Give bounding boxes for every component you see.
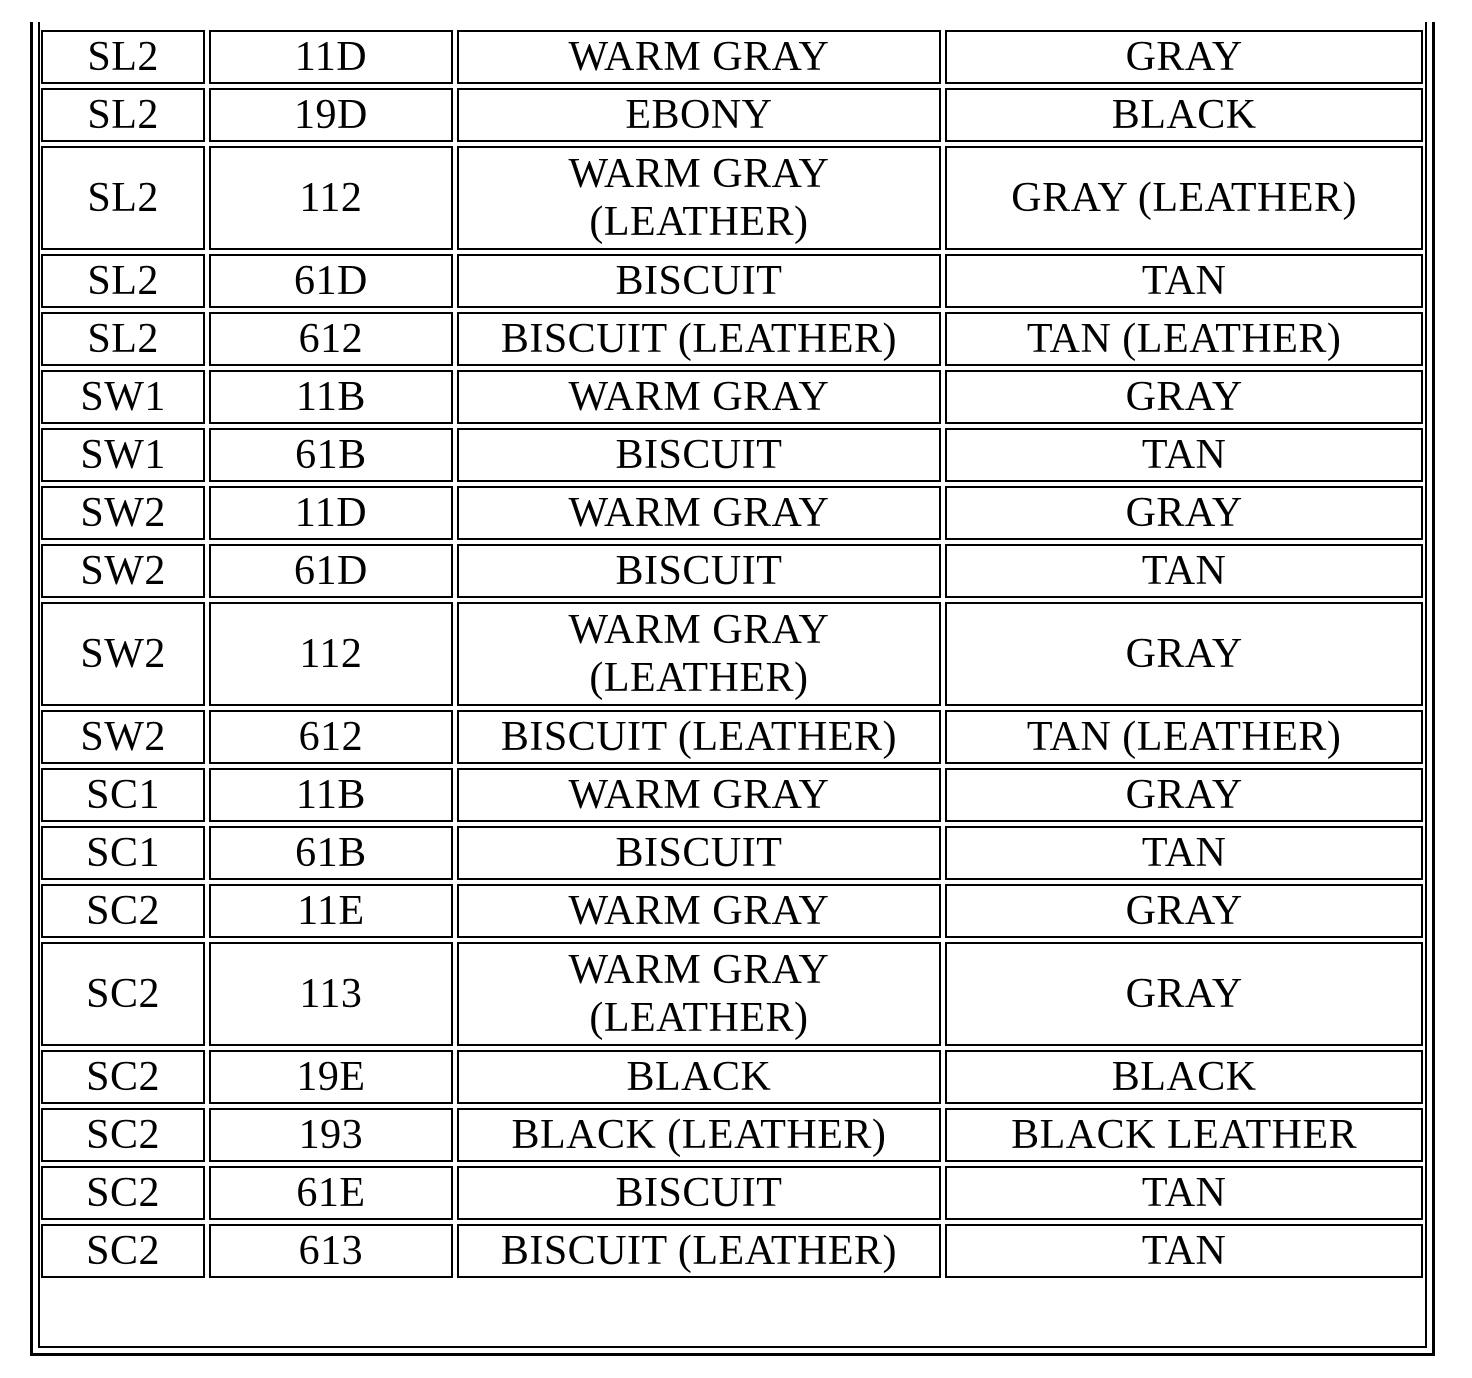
description-cell: WARM GRAY (LEATHER) — [457, 602, 942, 706]
color-cell: TAN — [945, 428, 1423, 482]
code-cell: 61E — [209, 1166, 452, 1220]
table-row — [41, 146, 1423, 250]
table-row — [41, 1050, 1423, 1104]
model-cell: SL2 — [41, 312, 205, 366]
code-cell: 19D — [209, 88, 452, 142]
model-cell: SC2 — [41, 1050, 205, 1104]
color-cell: TAN — [945, 254, 1423, 308]
description-cell: BLACK (LEATHER) — [457, 1108, 942, 1162]
table-row — [41, 428, 1423, 482]
code-cell: 112 — [209, 602, 452, 706]
model-cell: SC2 — [41, 1224, 205, 1278]
table-frame — [30, 22, 1435, 1356]
model-cell: SL2 — [41, 88, 205, 142]
description-cell: WARM GRAY — [457, 30, 942, 84]
model-cell: SC2 — [41, 884, 205, 938]
code-cell: 11D — [209, 30, 452, 84]
description-cell: BISCUIT — [457, 428, 942, 482]
model-cell: SW2 — [41, 710, 205, 764]
code-cell: 11B — [209, 370, 452, 424]
model-cell: SW2 — [41, 602, 205, 706]
color-cell: TAN — [945, 544, 1423, 598]
table-row — [41, 30, 1423, 84]
model-cell: SL2 — [41, 146, 205, 250]
code-cell: 61D — [209, 544, 452, 598]
description-cell: BISCUIT — [457, 826, 942, 880]
table-row — [41, 1108, 1423, 1162]
table-row — [41, 710, 1423, 764]
model-cell: SW1 — [41, 370, 205, 424]
model-cell: SW2 — [41, 544, 205, 598]
code-cell: 61B — [209, 428, 452, 482]
table-row — [41, 602, 1423, 706]
model-cell: SW2 — [41, 486, 205, 540]
description-cell: BISCUIT — [457, 254, 942, 308]
code-cell: 193 — [209, 1108, 452, 1162]
description-cell: WARM GRAY — [457, 486, 942, 540]
table-row — [41, 254, 1423, 308]
model-cell: SC2 — [41, 1108, 205, 1162]
description-cell: BLACK — [457, 1050, 942, 1104]
description-cell: BISCUIT (LEATHER) — [457, 1224, 942, 1278]
code-cell: 612 — [209, 710, 452, 764]
color-cell: TAN (LEATHER) — [945, 710, 1423, 764]
color-cell: GRAY — [945, 370, 1423, 424]
code-cell: 612 — [209, 312, 452, 366]
table-row — [41, 826, 1423, 880]
code-cell: 11E — [209, 884, 452, 938]
description-cell: BISCUIT — [457, 1166, 942, 1220]
color-cell: TAN (LEATHER) — [945, 312, 1423, 366]
color-cell: GRAY — [945, 942, 1423, 1046]
color-cell: BLACK — [945, 1050, 1423, 1104]
model-cell: SL2 — [41, 30, 205, 84]
color-cell: GRAY (LEATHER) — [945, 146, 1423, 250]
color-cell: GRAY — [945, 884, 1423, 938]
description-cell: WARM GRAY (LEATHER) — [457, 146, 942, 250]
code-cell: 112 — [209, 146, 452, 250]
table-row — [41, 1166, 1423, 1220]
color-cell: TAN — [945, 826, 1423, 880]
table-row — [41, 370, 1423, 424]
table-row — [41, 1224, 1423, 1278]
description-cell: BISCUIT (LEATHER) — [457, 710, 942, 764]
color-code-table — [37, 26, 1427, 1282]
model-cell: SC2 — [41, 942, 205, 1046]
code-cell: 11D — [209, 486, 452, 540]
table-row — [41, 942, 1423, 1046]
description-cell: WARM GRAY — [457, 768, 942, 822]
table-row — [41, 312, 1423, 366]
code-cell: 113 — [209, 942, 452, 1046]
color-cell: GRAY — [945, 768, 1423, 822]
code-cell: 11B — [209, 768, 452, 822]
model-cell: SW1 — [41, 428, 205, 482]
model-cell: SC1 — [41, 826, 205, 880]
color-cell: BLACK — [945, 88, 1423, 142]
code-cell: 61D — [209, 254, 452, 308]
color-cell: BLACK LEATHER — [945, 1108, 1423, 1162]
code-cell: 19E — [209, 1050, 452, 1104]
color-cell: GRAY — [945, 602, 1423, 706]
model-cell: SC1 — [41, 768, 205, 822]
description-cell: WARM GRAY — [457, 884, 942, 938]
description-cell: BISCUIT (LEATHER) — [457, 312, 942, 366]
code-cell: 613 — [209, 1224, 452, 1278]
description-cell: BISCUIT — [457, 544, 942, 598]
table-row — [41, 768, 1423, 822]
model-cell: SC2 — [41, 1166, 205, 1220]
color-cell: GRAY — [945, 30, 1423, 84]
table-row — [41, 884, 1423, 938]
color-cell: GRAY — [945, 486, 1423, 540]
table-row — [41, 544, 1423, 598]
description-cell: WARM GRAY — [457, 370, 942, 424]
color-cell: TAN — [945, 1224, 1423, 1278]
description-cell: EBONY — [457, 88, 942, 142]
table-row — [41, 486, 1423, 540]
model-cell: SL2 — [41, 254, 205, 308]
description-cell: WARM GRAY (LEATHER) — [457, 942, 942, 1046]
code-cell: 61B — [209, 826, 452, 880]
color-cell: TAN — [945, 1166, 1423, 1220]
table-row — [41, 88, 1423, 142]
